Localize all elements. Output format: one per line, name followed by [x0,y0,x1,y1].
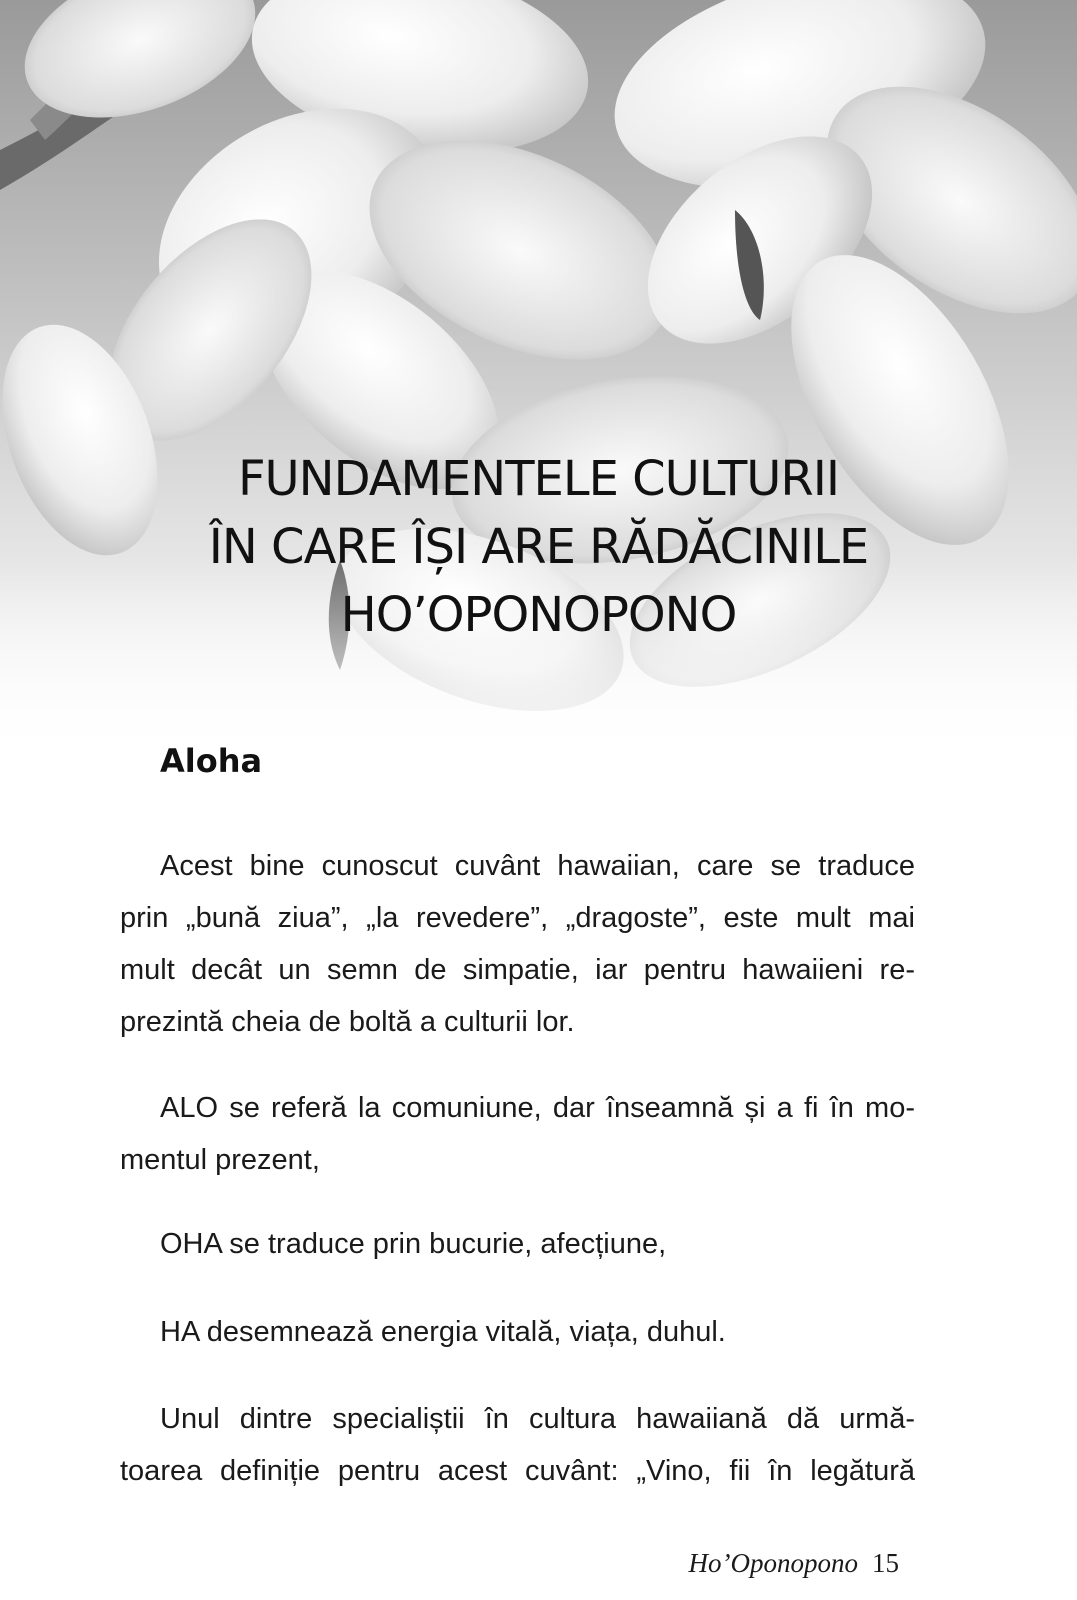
chapter-title-line-1: FUNDAMENTELE CULTURII [237,451,840,507]
paragraph-line: mult decât un semn de simpatie, iar pentru hawaiieni re- [120,954,915,986]
paragraph-definition [120,1393,915,1497]
paragraph-line: prezintă cheia de boltă a culturii lor. [120,1006,575,1038]
page-number: 15 [872,1548,899,1578]
paragraph-line: Unul dintre specialiștii în cultura hawaiiană dă urmă- [160,1403,915,1435]
running-footer-book-title: Ho’Oponopono [688,1548,858,1578]
page-footer [689,1548,900,1579]
chapter-title-line-2: ÎN CARE ÎȘI ARE RĂDĂCINILE [208,519,869,575]
paragraph-alo [120,1082,915,1186]
paragraph-oha [120,1218,915,1270]
chapter-title-line-3: HO’OPONOPONO [340,587,737,643]
paragraph-line: Acest bine cunoscut cuvânt hawaiian, care se traduce [160,850,915,882]
paragraph-line: ALO se referă la comuniune, dar înseamnă și a fi în mo- [160,1092,915,1124]
chapter-title [0,445,1077,649]
paragraph-line: prin „bună ziua”, „la revedere”, „dragoste”, este mult mai [120,902,915,934]
paragraph-line: mentul prezent, [120,1144,320,1176]
paragraph-aloha-intro [120,840,915,1048]
paragraph-ha [120,1306,915,1358]
paragraph-line: toarea definiție pentru acest cuvânt: „Vino, fii în legătură [120,1455,915,1487]
paragraph-line: HA desemnează energia vitală, viața, duhul. [160,1316,726,1348]
section-heading: Aloha [160,742,263,780]
paragraph-line: OHA se traduce prin bucurie, afecțiune, [160,1228,667,1260]
